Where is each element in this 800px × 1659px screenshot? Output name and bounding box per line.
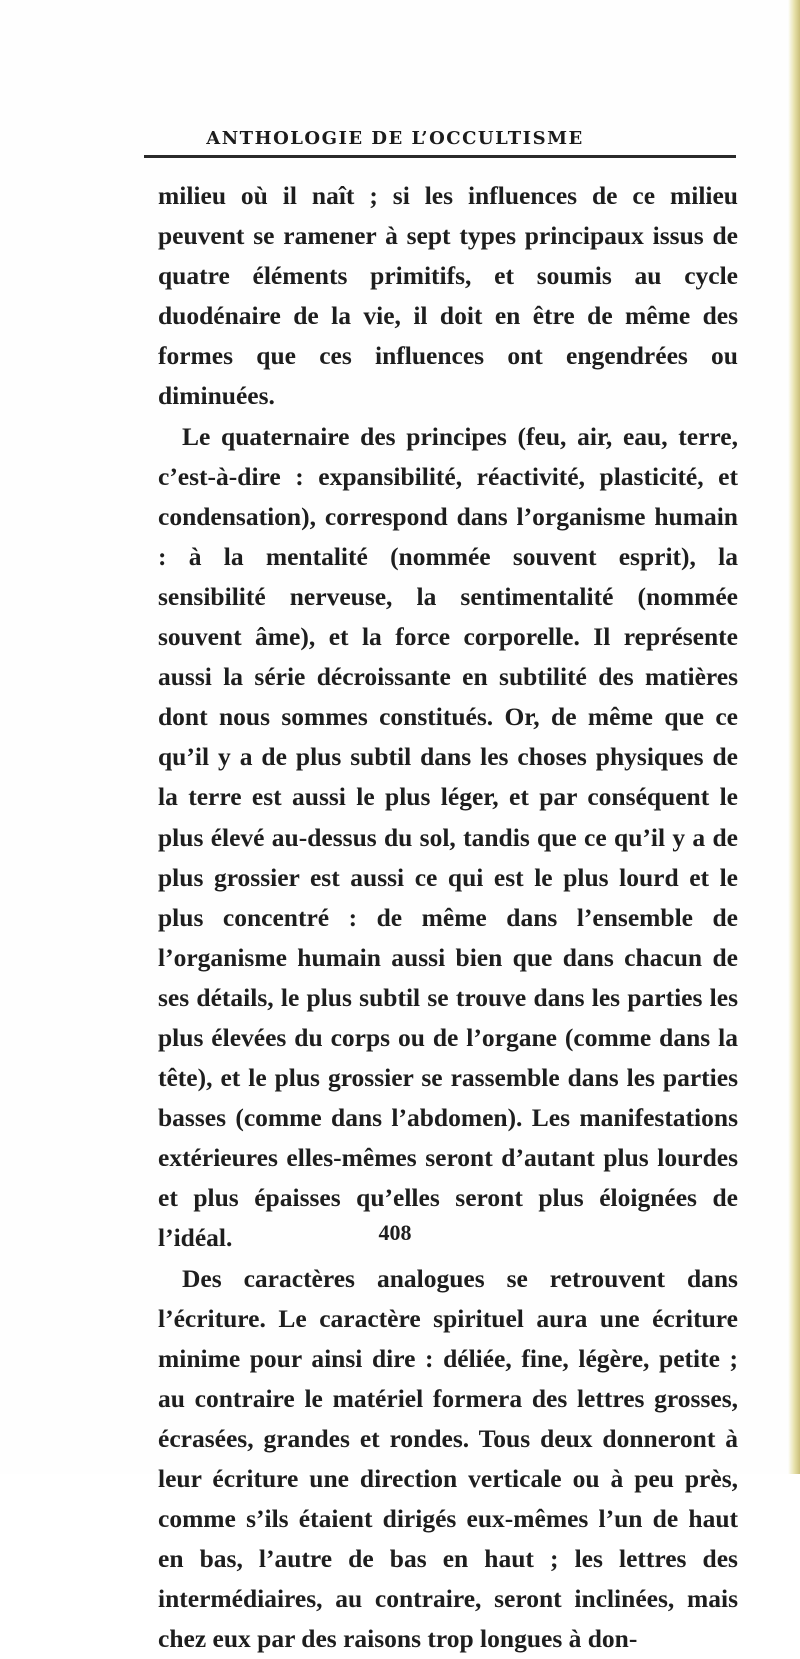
paragraph-3: Des caractères analogues se retrouvent dans l’écriture. Le caractère spirituel aura une écriture minime pour ainsi dire : déliée, fine, légère, petite ; au contraire le matériel formera des lettres grosses, écrasées, grandes et rondes. Tous deux donneront à leur écriture une direction verticale ou à peu près, comme s’ils étaient dirigés eux-mêmes l’un de haut en bas, l’autre de bas en haut ; les lettres des intermédiaires, au contraire, seront inclinées, mais chez eux par des raisons trop longues à don- — [158, 1263, 738, 1654]
paragraph-2: Le quaternaire des principes (feu, air, eau, terre, c’est-à-dire : expansibilité, réactivité, plasticité, et condensation), correspond dans l’organisme humain : à la mentalité (nommée souvent esprit), la sensibilité nerveuse, la sentimentalité (nommée souvent âme), et la force corporelle. Il représente aussi la série décroissante en subtilité des matières dont nous sommes constitués. Or, de même que ce qu’il y a de plus subtil dans les choses physiques de la terre est aussi le plus léger, et par conséquent le plus élevé au-dessus du sol, tandis que ce qu’il y a de plus grossier est aussi ce qui est le plus lourd et le plus concentré : de même dans l’ensemble de l’organisme humain aussi bien que dans chacun de ses détails, le plus subtil se trouve dans les parties les plus élevées du corps ou de l’organe (comme dans la tête), et le plus grossier se rassemble dans les parties basses (comme dans l’abdomen). Les manifestations extérieures elles-mêmes seront d’autant plus lourdes et plus épaisses qu’elles seront plus éloignées de l’idéal. — [158, 421, 738, 1253]
body-text — [158, 176, 738, 1659]
header-rule — [144, 155, 736, 158]
page-edge-shading — [788, 0, 800, 1474]
running-head: ANTHOLOGIE DE L’OCCULTISME — [206, 128, 584, 149]
page-number: 408 — [378, 1220, 412, 1245]
paragraph-1: milieu où il naît ; si les influences de ce milieu peuvent se ramener à sept types principaux issus de quatre éléments primitifs, et soumis au cycle duodénaire de la vie, il doit en être de même des formes que ces influences ont engendrées ou diminuées. — [158, 181, 738, 411]
